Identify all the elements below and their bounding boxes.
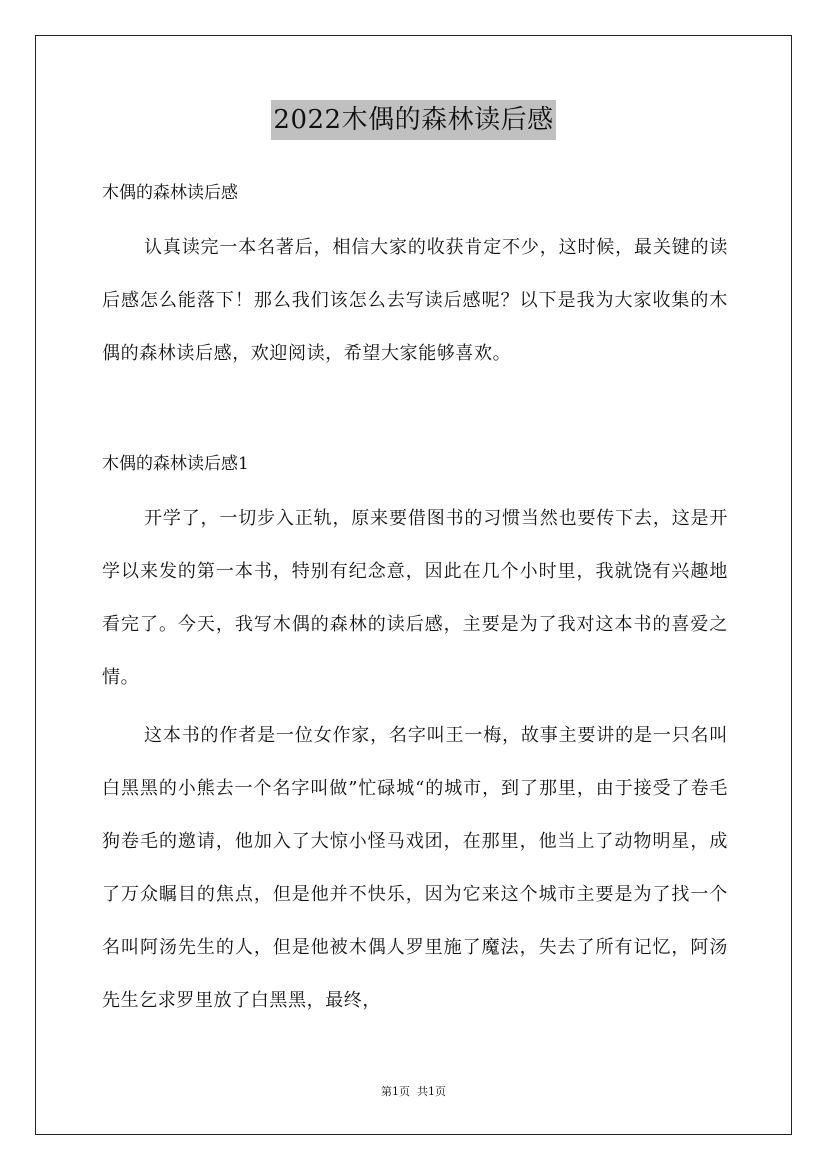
page-footer: 第1页 共1页 bbox=[381, 1085, 446, 1098]
document-title: 2022木偶的森林读后感 bbox=[271, 100, 555, 140]
intro-paragraph: 认真读完一本名著后，相信大家的收获肯定不少，这时候，最关键的读后感怎么能落下！那么我们该怎么去写读后感呢？以下是我为大家收集的木偶的森林读后感，欢迎阅读，希望大家能够喜欢。 bbox=[102, 237, 728, 364]
section-heading: 木偶的森林读后感 bbox=[102, 183, 238, 203]
body-paragraph-1: 开学了，一切步入正轨，原来要借图书的习惯当然也要传下去，这是开学以来发的第一本书，特别有纪念意，因此在几个小时里，我就饶有兴趣地看完了。今天，我写木偶的森林的读后感，主要是为了我对这本书的喜爱之情。 bbox=[102, 508, 728, 688]
essay-heading: 木偶的森林读后感1 bbox=[102, 454, 249, 474]
title-container bbox=[0, 100, 827, 140]
body-paragraph-2: 这本书的作者是一位女作家，名字叫王一梅，故事主要讲的是一只名叫白黑黑的小熊去一个名字叫做”忙碌城“的城市，到了那里，由于接受了卷毛狗卷毛的邀请，他加入了大惊小怪马戏团，在那里，他当上了动物明星，成了万众瞩目的焦点，但是他并不快乐，因为它来这个城市主要是为了找一个名叫阿汤先生的人，但是他被木偶人罗里施了魔法，失去了所有记忆，阿汤先生乞求罗里放了白黑黑，最终， bbox=[102, 725, 728, 1011]
